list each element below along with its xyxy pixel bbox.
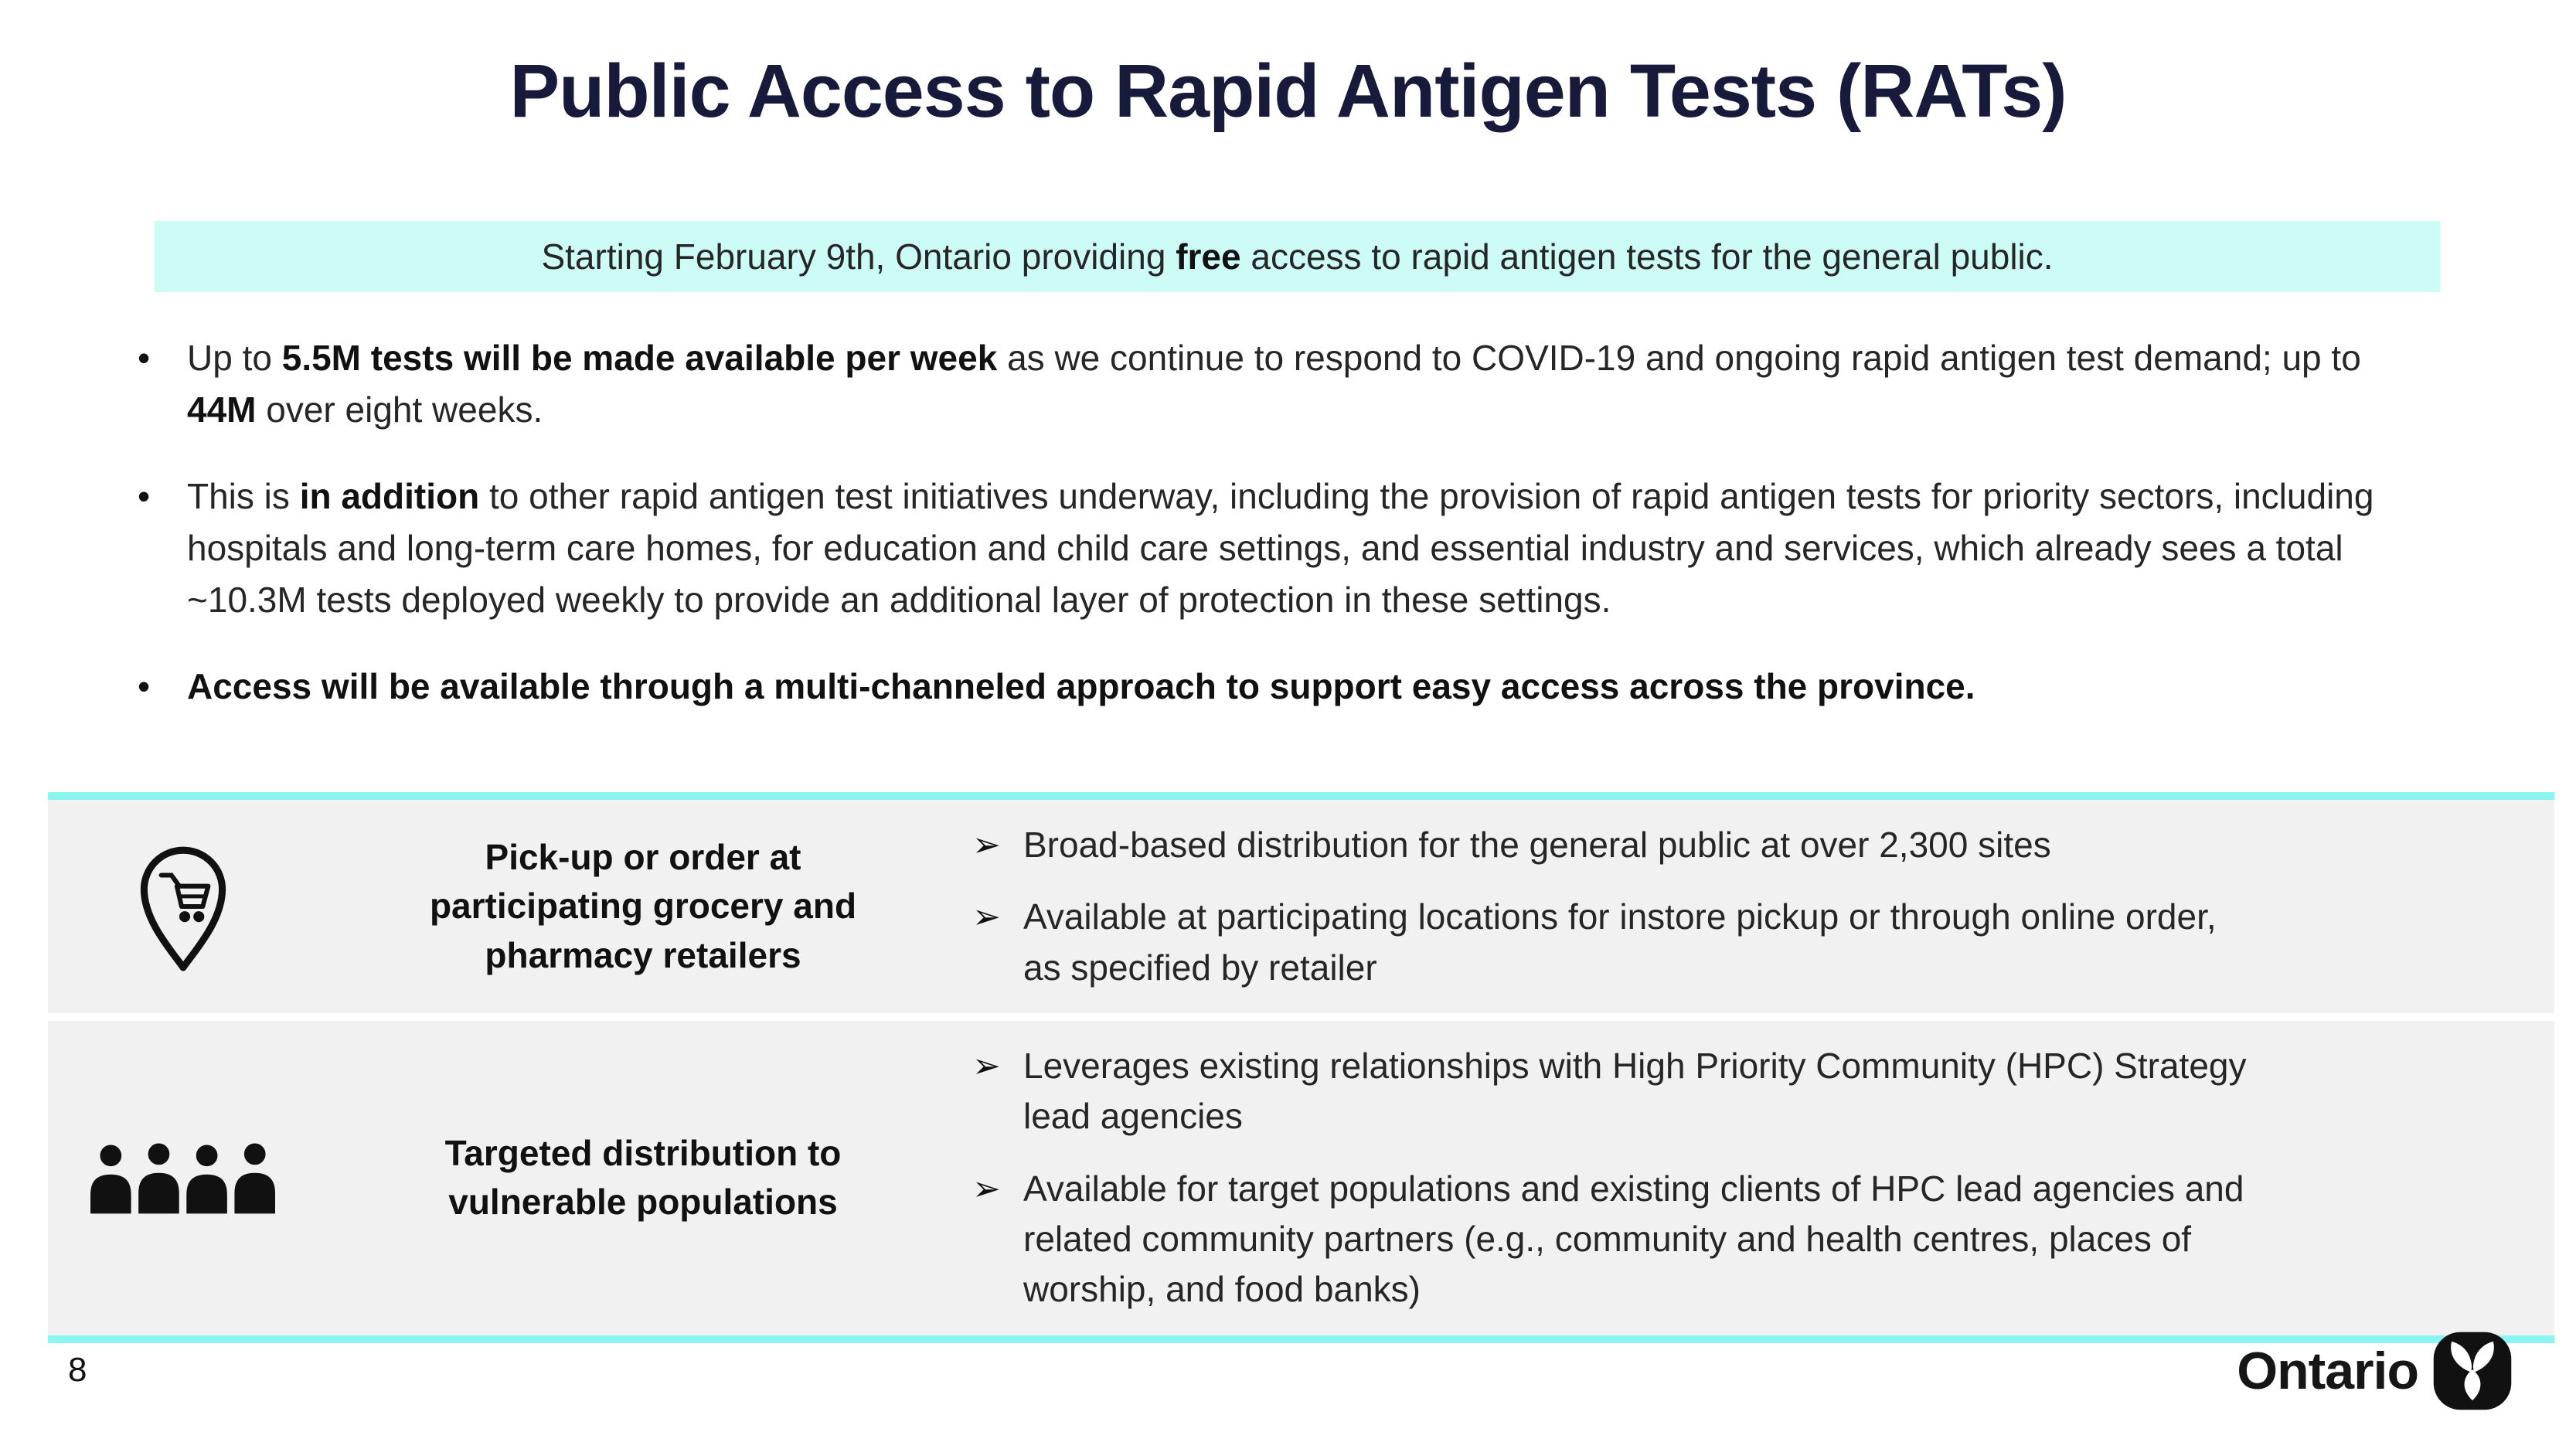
list-item-text: Available for target populations and existing clients of HPC lead agencies and related community partners (e.g., community and health centres, places of worship, and food banks) [1023,1168,2244,1310]
trillium-icon [2432,1331,2513,1411]
bullet-2-bold: in addition [299,476,480,517]
location-pin-cart-icon [136,841,230,972]
bullet-list [138,332,2410,748]
banner-text-post: access to rapid antigen tests for the general public. [1240,236,2054,277]
bullet-text [187,471,2410,625]
list-item-text: Leverages existing relationships with High Priority Community (HPC) Strategy lead agencies [1023,1045,2247,1137]
banner-text-pre: Starting February 9th, Ontario providing [541,236,1176,277]
bullet-dot-icon: • [138,666,151,707]
arrow-bullet-icon: ➢ [972,826,1001,864]
arrow-bullet-icon: ➢ [972,1169,1001,1208]
highlight-banner [155,221,2440,292]
ontario-logo [2237,1331,2513,1411]
list-item [972,1164,2523,1315]
table-row-vulnerable-populations [48,1021,2554,1335]
bullet-1-bold2: 44M [187,389,257,430]
bullet-1-mid: as we continue to respond to COVID-19 and ongoing rapid antigen test demand; up to [997,338,2361,378]
page-title: Public Access to Rapid Antigen Tests (RATs) [509,49,2067,133]
banner-text [541,236,2053,277]
icon-cell [48,800,318,1013]
list-item [972,892,2523,993]
row-points [968,1021,2554,1335]
ontario-logo-text: Ontario [2237,1342,2418,1400]
distribution-table [48,792,2554,1343]
bullet-dot-icon: • [138,476,151,517]
list-item [972,820,2523,870]
bullet-1-bold: 5.5M tests will be made available per week [281,338,998,378]
bullet-text [187,332,2410,435]
banner-text-bold: free [1176,236,1241,277]
row-label: Targeted distribution to vulnerable populations [444,1132,842,1223]
bullet-2-post: to other rapid antigen test initiatives underway, including the provision of rapid antigen tests for priority sectors, including hospitals and long-term care homes, for education and child care settings, and essential industry and services, which already sees a total ~10.3M tests deployed weekly to provide an additional layer of protection in these settings. [187,476,2374,620]
row-divider [48,1013,2554,1021]
bullet-3-bold: Access will be available through a multi-channeled approach to support easy access across the province. [187,666,1975,707]
row-points [968,800,2554,1013]
page-number: 8 [68,1351,87,1389]
people-group-icon [83,1138,284,1218]
icon-cell [48,1021,318,1335]
list-item-text: Available at participating locations for instore pickup or through online order, as specified by retailer [1023,896,2217,988]
label-cell [318,1021,968,1335]
label-cell [318,800,968,1013]
arrow-bullet-icon: ➢ [972,1046,1001,1085]
arrow-bullet-icon: ➢ [972,898,1001,937]
bullet-dot-icon: • [138,338,151,378]
bullet-1-pre: Up to [187,338,282,378]
bullet-1-post: over eight weeks. [256,389,543,430]
list-item-text: Broad-based distribution for the general public at over 2,300 sites [1023,825,2051,865]
bullet-item-access [138,661,2410,713]
table-row-retailers [48,800,2554,1013]
list-item [972,1041,2523,1142]
bullet-2-pre: This is [187,476,300,517]
row-label: Pick-up or order at participating grocery and pharmacy retailers [429,836,857,975]
bullet-text [187,661,2410,713]
bullet-item-in-addition [138,471,2410,625]
bullet-item-supply [138,332,2410,435]
